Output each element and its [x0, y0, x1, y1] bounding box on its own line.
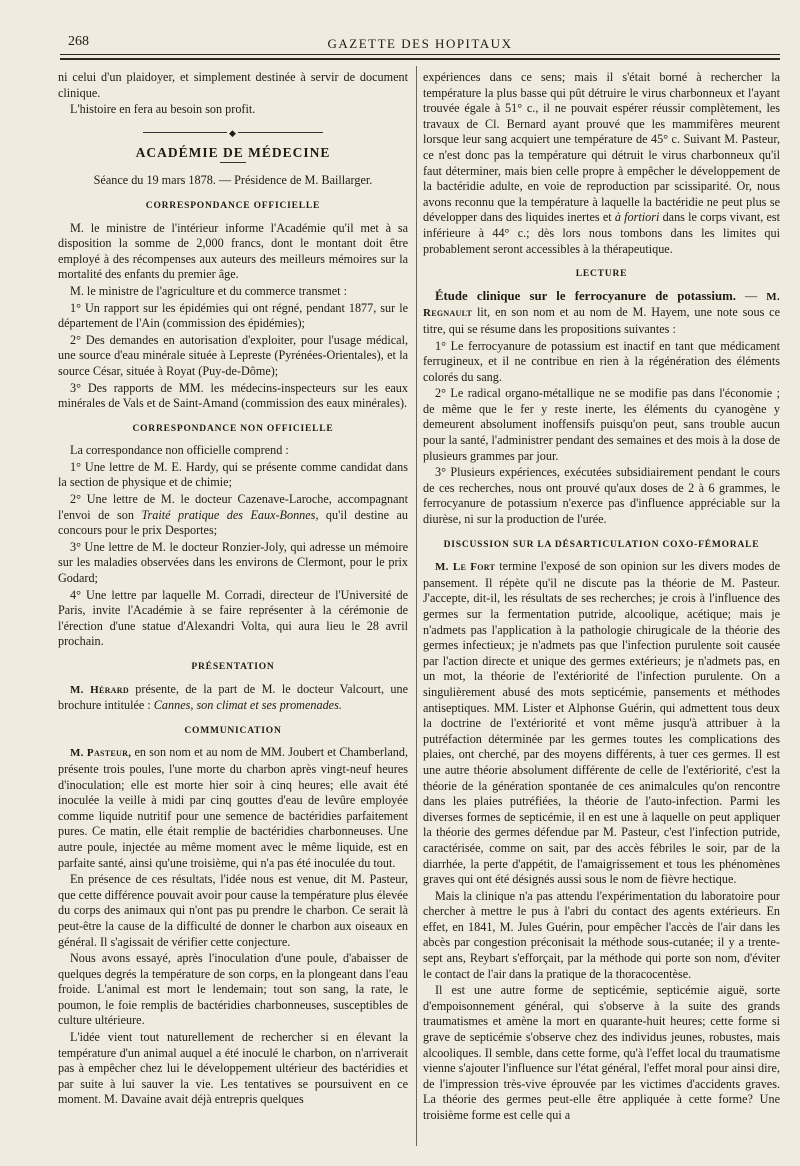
- ornament-divider: ◆: [143, 132, 323, 133]
- paragraph: 1° Une lettre de M. E. Hardy, qui se présente comme candidat dans la section de physique et de chimie;: [58, 459, 408, 490]
- paragraph: [58, 682, 408, 714]
- italic-phrase: à fortiori: [614, 210, 660, 225]
- header-rule: [60, 58, 780, 60]
- text-run: , qu'il destine au concours pour le prix Desportes;: [58, 507, 409, 538]
- column-divider: [416, 66, 417, 1146]
- text-run: en son nom et au nom de MM. Joubert et Chamberland, présente trois poules, l'une morte du charbon après vingt-neuf heures d'inoculation; elle est morte hier soir à cinq heures; elle avait été inoculée la veille à midi par cinq gouttes d'eau de levûre employée comme liquide nutritif pour une semence de bactéridies parfaitement pures. Ce matin, elle était remplie de bactéridies charbonneuses. Une autre poule, injectée au même moment avec le même liquide, est en parfaite santé, ainsi qu'une troisième, qui n'a pas été inoculée du tout.: [58, 745, 408, 870]
- paragraph: 4° Une lettre par laquelle M. Corradi, directeur de l'Université de Paris, invite l'Académie à se faire représenter à la cérémonie de l'érection d'une statue d'Alexandri Volta, qui aura lieu le 28 avril prochain.: [58, 587, 408, 649]
- lecture-title: Étude clinique sur le ferrocyanure de potassium.: [435, 288, 736, 303]
- paragraph: En présence de ces résultats, l'idée nous est venue, dit M. Pasteur, que cette différence pouvait avoir pour cause la température plus élevée du corps des animaux qui n'ont pas pu prendre le charbon. Ce serait là peut-être la cause de la difficulté de donner le charbon aux oiseaux en général. Il s'agissait de vérifier cette conjecture.: [58, 872, 408, 949]
- paragraph: L'idée vient tout naturellement de rechercher si en élevant la température d'un animal auquel a été inoculé le charbon, on n'arriverait pas à empêcher chez lui le développement ultérieur des bactéridies et par suite à lui sauver la vie. Les tentatives se poursuivent en ce moment. M. Davaine avait déjà entrepris quelques: [58, 1030, 408, 1107]
- book-title: Traité pratique des Eaux-Bonnes: [141, 507, 316, 522]
- paragraph: 3° Une lettre de M. le docteur Ronzier-Joly, qui adresse un mémoire sur les maladies observées dans les environs de Clermont, pour le prix Godard;: [58, 539, 408, 586]
- text-run: dans le corps vivant, est inférieure à 44° c.; dès lors nous tombons dans les limites qui probablement seront accessibles à la thérapeutique.: [423, 210, 780, 256]
- text-run: —: [735, 288, 767, 303]
- paragraph: 2° Des demandes en autorisation d'exploiter, pour l'usage médical, une source d'eau minérale située à Lepreste (Pyrénées-Orientales), et la source César, située à Royat (Puy-de-Dôme);: [58, 332, 408, 378]
- paragraph: Il est une autre forme de septicémie, septicémie aiguë, sorte d'empoisonnement général, qui s'observe à la suite des grands traumatismes et amène la mort en quarante-huit heures; cette forme si grave de septicémie s'observe chez des individus jeunes, robustes, mais alcooliques. Il semble, dans cette forme, qu'à l'effet local du traumatisme vienne s'ajouter l'influence sur l'état général, l'effet moral pour ainsi dire, de l'impression très-vive éprouvée par les victimes d'accidents graves. La théorie des germes peut-elle être appliquée à cette forme? Une troisième forme est celle qui a: [423, 983, 780, 1122]
- subheading-discussion: DISCUSSION SUR LA DÉSARTICULATION COXO-FÉMORALE: [443, 539, 760, 550]
- paragraph: Nous avons essayé, après l'inoculation d'une poule, d'abaisser de quelques degrés la température de son corps, en la plongeant dans l'eau froide. L'animal est mort le lendemain; tout son sang, la rate, le poumon, le foie remplis de bactéridies charbonneuses, susceptibles de culture ultérieure.: [58, 951, 408, 1028]
- page-header: [60, 30, 780, 55]
- paragraph: 1° Un rapport sur les épidémies qui ont régné, pendant 1877, sur le département de l'Ain (commission des épidémies);: [58, 300, 408, 331]
- left-column: [58, 70, 408, 1109]
- paragraph: [423, 70, 780, 257]
- paragraph: M. le ministre de l'agriculture et du commerce transmet :: [70, 283, 347, 298]
- intro-paragraph: ni celui d'un plaidoyer, et simplement destinée à servir de document clinique.: [58, 70, 408, 100]
- subheading-lecture: LECTURE: [575, 269, 628, 280]
- paragraph: 2° Le radical organo-métallique ne se modifie pas dans l'économie ; de même que le fer y reste inerte, les éléments du cyanogène y demeurent absolument inoffensifs puisqu'on peut, sans trouble aucun pour la santé, l'administrer pendant des semaines et des mois à la dose de plusieurs grammes par jour.: [423, 386, 780, 463]
- text-run: lit, en son nom et au nom de M. Hayem, une note sous ce titre, qui se résume dans les propositions suivantes :: [423, 305, 780, 336]
- subheading-correspondance-non-officielle: CORRESPONDANCE NON OFFICIELLE: [132, 423, 334, 434]
- speaker-name: M. Le Fort: [435, 561, 496, 574]
- seance-line: Séance du 19 mars 1878. — Présidence de M. Baillarger.: [93, 173, 373, 188]
- section-title: ACADÉMIE DE MÉDECINE: [135, 144, 331, 160]
- paragraph: M. le ministre de l'intérieur informe l'Académie qu'il met à sa disposition la somme de 2,000 francs, dont le montant doit être employé à des récompenses aux auteurs des meilleurs mémoires sur la mortalité des enfants du premier âge.: [58, 220, 408, 282]
- paragraph: 3° Des rapports de MM. les médecins-inspecteurs sur les eaux minérales de Vals et de Saint-Amand (commission des eaux minérales).: [58, 380, 408, 411]
- subheading-correspondance-officielle: CORRESPONDANCE OFFICIELLE: [145, 200, 321, 211]
- speaker-name: M. Pasteur,: [70, 747, 132, 760]
- page-number: 268: [68, 34, 89, 49]
- text-run: expériences dans ce sens; mais il s'était borné à rechercher la température la plus basse qui pût détruire le virus charbonneux et l'ayant trouvée égale à 51° c., il ne pouvait espérer réussir complètement, les travaux de Cl. Bernard ayant prouvé que les mammifères meurent lorsque leur sang acquiert une température de 45° c. Suivant M. Pasteur, ce n'est donc pas la température qui détruit le virus charbonneux qu'il faut déterminer, mais bien celle propre à empêcher le développement de la bactéridie adulte, en voie de reproduction par scissiparité. Or, nous avons reconnu que la température à laquelle la bactéridie ne peut plus se développer dans des liquides inertes et: [423, 70, 780, 225]
- paragraph: [423, 289, 780, 338]
- subheading-presentation: PRÉSENTATION: [191, 662, 275, 672]
- speaker-name: M. Hérard: [70, 683, 129, 696]
- paragraph: [58, 745, 408, 871]
- text-run: présente, de la part de M. le docteur Valcourt, une brochure intitulée :: [58, 681, 408, 713]
- book-title: Cannes, son climat et ses promenades.: [153, 698, 342, 713]
- right-column: [423, 70, 780, 1125]
- speaker-name: M. Regnault: [423, 290, 781, 320]
- paragraph: 1° Le ferrocyanure de potassium est inactif en tant que médicament ferrugineux, et il ne contribue en rien à la régénération des éléments colorés du sang.: [423, 338, 780, 384]
- intro-paragraph: L'histoire en fera au besoin son profit.: [70, 102, 256, 117]
- paragraph: La correspondance non officielle comprend :: [70, 443, 289, 458]
- paragraph: Mais la clinique n'a pas attendu l'expérimentation du laboratoire pour chercher à mettre le pus à l'abri du contact des agents extérieurs. En effet, en 1841, M. Jules Guérin, pour empêcher l'accès de l'air dans les abcès par congestion préconisait la méthode sous-cutanée; il y a trente-sept ans, Reybart s'efforçait, par la méthode qui porte son nom, d'éviter le contact de l'air dans la pratique de la thoracocentèse.: [423, 888, 780, 981]
- text-run: 2° Une lettre de M. le docteur Cazenave-Laroche, accompagnant l'envoi de son: [58, 492, 408, 522]
- subheading-communication: COMMUNICATION: [184, 725, 282, 736]
- paragraph: [423, 559, 780, 887]
- section-rule: [220, 162, 246, 163]
- paragraph: 3° Plusieurs expériences, exécutées subsidiairement pendant le cours de ces recherches, nous ont prouvé qu'aux doses de 2 à 6 grammes, le ferrocyanure de potassium n'exerce pas d'influence appréciable sur la diurèse, ni sur la production de l'urée.: [423, 465, 780, 527]
- text-run: termine l'exposé de son opinion sur les divers modes de pansement. Il répète qu'il ne discute pas la théorie de M. Pasteur. J'accepte, dit-il, les résultats de ses recherches; je crois à l'influence des germes sur la fermentation putride, alcoolique, acétique; mais je n'admets pas l'application à la pathologie chirugicale de la théorie des germes infectieux; je n'admets pas que l'infection purulente soit causée par l'action directe et unique des germes extérieurs; je n'admets pas, en un mot, la théorie de l'extériorité de l'infection purulente. On a singulièrement abusé des mots septicémie, pansements et méthodes antiseptiques. MM. Lister et Alphonse Guérin, qui admettent tous deux la doctrine de l'extériorité et vont même jusqu'à attribuer à la putréfaction déterminée par les germes toutes les complications des plaies, ont cherché, par des moyens différents, à tuer ces germes. Il est une autre théorie absolument différente de celle de l'extériorité, c'est la théorie de la génération spontanée de ces animalcules qu'on rencontre dans les plaies putréfiées, la théorie de l'auto-infection. Parmi les diverses formes de septicémie, il en est une à laquelle on peut appliquer la théorie des germes défendue par M. Pasteur, c'est l'infection putride, caractérisée, comme on sait, par des accès fébriles le soir, par de la diarrhée, la perte d'appétit, de l'amaigrissement et tous les phénomènes graves qui ont été désignés aussi sous le nom de fièvre hectique.: [423, 559, 780, 887]
- journal-title: GAZETTE DES HOPITAUX: [327, 36, 513, 51]
- paragraph: [58, 492, 408, 539]
